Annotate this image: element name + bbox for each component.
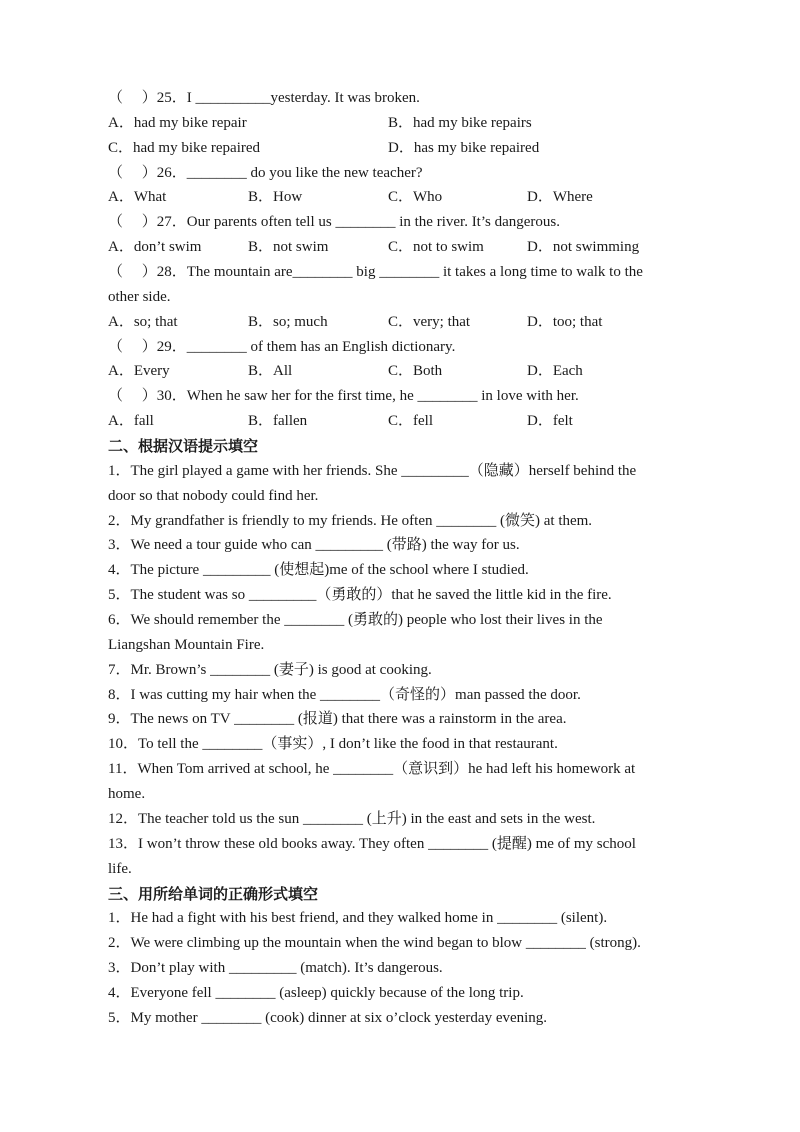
section-2-line: 3．We need a tour guide who can _________ (带路) the way for us. (108, 537, 520, 554)
option-a: A．don’t swim (108, 239, 202, 256)
option-b: B．How (248, 189, 303, 206)
option-c: C．fell (388, 413, 433, 430)
question-28-stem-continued: other side. (108, 288, 171, 305)
question-25-stem: （ ）25．I __________yesterday. It was broken. (108, 90, 420, 106)
section-2-line: 1．The girl played a game with her friends. She _________（隐藏）herself behind the (108, 462, 637, 479)
question-26-stem: （ ）26．________ do you like the new teacher? (108, 164, 423, 181)
option-c: C．not to swim (388, 239, 484, 256)
section-3-heading: 三、用所给单词的正确形式填空 (108, 884, 319, 903)
section-2-line: home. (108, 786, 146, 803)
option-d: D．Where (527, 189, 593, 206)
question-30-stem: （ ）30．When he saw her for the first time, he ________ in love with her. (108, 388, 579, 405)
option-d: D．felt (527, 413, 573, 430)
section-3-line: 5．My mother ________ (cook) dinner at six o’clock yesterday evening. (108, 1009, 548, 1026)
option-c: C．had my bike repaired (108, 139, 261, 156)
question-27-options (0, 235, 800, 260)
option-a: A．What (108, 189, 167, 206)
section-2-line: 11．When Tom arrived at school, he ________（意识到）he had left his homework at (108, 761, 636, 778)
option-b: B．had my bike repairs (388, 114, 532, 131)
option-c: C．Who (388, 189, 443, 206)
option-d: D．too; that (527, 313, 603, 330)
option-d: D．Each (527, 363, 583, 380)
section-3-line: 2．We were climbing up the mountain when the wind began to blow ________ (strong). (108, 935, 641, 952)
option-d: D．has my bike repaired (388, 139, 540, 156)
question-28-options (0, 310, 800, 335)
question-27-stem: （ ）27．Our parents often tell us ________ in the river. It’s dangerous. (108, 214, 561, 231)
option-d: D．not swimming (527, 239, 640, 256)
section-3-line: 1．He had a fight with his best friend, and they walked home in ________ (silent). (108, 910, 608, 927)
section-2-line: Liangshan Mountain Fire. (108, 636, 265, 653)
section-3-line: 4．Everyone fell ________ (asleep) quickly because of the long trip. (108, 984, 524, 1001)
question-28-stem: （ ）28．The mountain are________ big ________ it takes a long time to walk to the (108, 264, 643, 281)
question-29-options (0, 359, 800, 384)
option-a: A．so; that (108, 313, 178, 330)
question-26-options (0, 185, 800, 210)
section-2-line: door so that nobody could find her. (108, 487, 319, 504)
question-29-stem: （ ）29．________ of them has an English dictionary. (108, 338, 456, 355)
section-2-line: 4．The picture _________ (使想起)me of the school where I studied. (108, 562, 529, 579)
option-a: A．Every (108, 363, 170, 380)
option-b: B．fallen (248, 413, 308, 430)
section-2-heading: 二、根据汉语提示填空 (108, 437, 259, 456)
section-2-line: 8．I was cutting my hair when the ________（奇怪的）man passed the door. (108, 686, 581, 703)
option-c: C．Both (388, 363, 443, 380)
section-2-line: 9．The news on TV ________ (报道) that there was a rainstorm in the area. (108, 711, 567, 728)
section-2-line: 12．The teacher told us the sun ________ (上升) in the east and sets in the west. (108, 810, 596, 827)
question-25-options-row-2 (0, 136, 800, 161)
worksheet-page (0, 86, 800, 1031)
section-3-line: 3．Don’t play with _________ (match). It’s dangerous. (108, 960, 443, 977)
section-2-line: life. (108, 860, 132, 877)
option-a: A．fall (108, 413, 154, 430)
question-25-options-row-1 (0, 111, 800, 136)
option-b: B．All (248, 363, 293, 380)
section-2-line: 2．My grandfather is friendly to my friends. He often ________ (微笑) at them. (108, 512, 593, 529)
option-a: A．had my bike repair (108, 114, 247, 131)
question-30-options (0, 409, 800, 434)
option-b: B．not swim (248, 239, 329, 256)
section-2-line: 6．We should remember the ________ (勇敢的) people who lost their lives in the (108, 612, 603, 629)
option-b: B．so; much (248, 313, 328, 330)
option-c: C．very; that (388, 313, 471, 330)
section-2-line: 13．I won’t throw these old books away. They often ________ (提醒) me of my school (108, 835, 636, 852)
section-2-line: 10．To tell the ________（事实）, I don’t like the food in that restaurant. (108, 736, 558, 753)
section-2-line: 5．The student was so _________（勇敢的）that he saved the little kid in the fire. (108, 587, 612, 604)
section-2-line: 7．Mr. Brown’s ________ (妻子) is good at cooking. (108, 661, 432, 678)
